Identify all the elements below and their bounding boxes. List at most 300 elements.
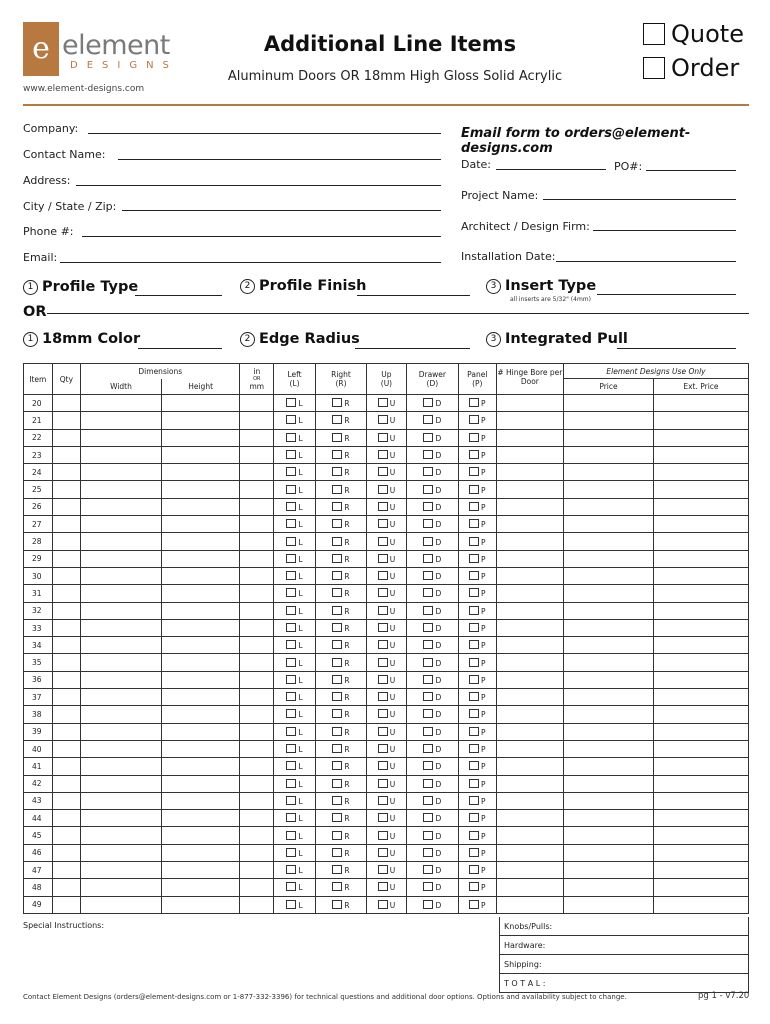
qty-cell[interactable] bbox=[52, 395, 81, 412]
drawer-cell[interactable]: D bbox=[406, 896, 458, 913]
panel-cell[interactable]: P bbox=[458, 896, 496, 913]
option-checkbox[interactable] bbox=[378, 502, 388, 511]
width-cell[interactable] bbox=[81, 758, 162, 775]
height-cell[interactable] bbox=[161, 602, 240, 619]
date-field[interactable] bbox=[496, 169, 606, 170]
option-checkbox[interactable] bbox=[469, 588, 479, 597]
option-checkbox[interactable] bbox=[469, 709, 479, 718]
option-checkbox[interactable] bbox=[332, 865, 342, 874]
drawer-cell[interactable]: D bbox=[406, 429, 458, 446]
height-cell[interactable] bbox=[161, 654, 240, 671]
option-checkbox[interactable] bbox=[286, 675, 296, 684]
height-cell[interactable] bbox=[161, 498, 240, 515]
hinge-cell[interactable] bbox=[496, 740, 563, 757]
drawer-cell[interactable]: D bbox=[406, 550, 458, 567]
drawer-cell[interactable]: D bbox=[406, 464, 458, 481]
width-cell[interactable] bbox=[81, 585, 162, 602]
integrated-pull-field[interactable] bbox=[617, 348, 736, 349]
option-checkbox[interactable] bbox=[332, 571, 342, 580]
option-checkbox[interactable] bbox=[332, 502, 342, 511]
left-cell[interactable]: L bbox=[274, 429, 316, 446]
right-cell[interactable]: R bbox=[315, 481, 366, 498]
right-cell[interactable]: R bbox=[315, 792, 366, 809]
unit-cell[interactable] bbox=[240, 689, 274, 706]
unit-cell[interactable] bbox=[240, 395, 274, 412]
width-cell[interactable] bbox=[81, 481, 162, 498]
option-checkbox[interactable] bbox=[469, 623, 479, 632]
panel-cell[interactable]: P bbox=[458, 775, 496, 792]
option-checkbox[interactable] bbox=[423, 675, 433, 684]
up-cell[interactable]: U bbox=[367, 395, 407, 412]
height-cell[interactable] bbox=[161, 585, 240, 602]
hinge-cell[interactable] bbox=[496, 533, 563, 550]
right-cell[interactable]: R bbox=[315, 827, 366, 844]
height-cell[interactable] bbox=[161, 706, 240, 723]
qty-cell[interactable] bbox=[52, 844, 81, 861]
drawer-cell[interactable]: D bbox=[406, 637, 458, 654]
panel-cell[interactable]: P bbox=[458, 844, 496, 861]
panel-cell[interactable]: P bbox=[458, 792, 496, 809]
right-cell[interactable]: R bbox=[315, 671, 366, 688]
unit-cell[interactable] bbox=[240, 879, 274, 896]
panel-cell[interactable]: P bbox=[458, 689, 496, 706]
option-checkbox[interactable] bbox=[469, 398, 479, 407]
unit-cell[interactable] bbox=[240, 533, 274, 550]
up-cell[interactable]: U bbox=[367, 516, 407, 533]
architect-field[interactable] bbox=[593, 230, 736, 231]
width-cell[interactable] bbox=[81, 567, 162, 584]
up-cell[interactable]: U bbox=[367, 862, 407, 879]
option-checkbox[interactable] bbox=[423, 502, 433, 511]
qty-cell[interactable] bbox=[52, 464, 81, 481]
option-checkbox[interactable] bbox=[469, 450, 479, 459]
qty-cell[interactable] bbox=[52, 827, 81, 844]
option-checkbox[interactable] bbox=[423, 640, 433, 649]
option-checkbox[interactable] bbox=[423, 658, 433, 667]
option-checkbox[interactable] bbox=[332, 831, 342, 840]
option-checkbox[interactable] bbox=[423, 900, 433, 909]
option-checkbox[interactable] bbox=[423, 537, 433, 546]
hinge-cell[interactable] bbox=[496, 585, 563, 602]
option-checkbox[interactable] bbox=[423, 882, 433, 891]
left-cell[interactable]: L bbox=[274, 896, 316, 913]
height-cell[interactable] bbox=[161, 412, 240, 429]
option-checkbox[interactable] bbox=[378, 519, 388, 528]
drawer-cell[interactable]: D bbox=[406, 792, 458, 809]
up-cell[interactable]: U bbox=[367, 637, 407, 654]
up-cell[interactable]: U bbox=[367, 879, 407, 896]
unit-cell[interactable] bbox=[240, 550, 274, 567]
width-cell[interactable] bbox=[81, 862, 162, 879]
unit-cell[interactable] bbox=[240, 792, 274, 809]
option-checkbox[interactable] bbox=[378, 450, 388, 459]
option-checkbox[interactable] bbox=[378, 831, 388, 840]
up-cell[interactable]: U bbox=[367, 792, 407, 809]
unit-cell[interactable] bbox=[240, 498, 274, 515]
left-cell[interactable]: L bbox=[274, 498, 316, 515]
qty-cell[interactable] bbox=[52, 740, 81, 757]
option-checkbox[interactable] bbox=[423, 571, 433, 580]
option-checkbox[interactable] bbox=[332, 640, 342, 649]
width-cell[interactable] bbox=[81, 879, 162, 896]
qty-cell[interactable] bbox=[52, 533, 81, 550]
height-cell[interactable] bbox=[161, 689, 240, 706]
width-cell[interactable] bbox=[81, 723, 162, 740]
drawer-cell[interactable]: D bbox=[406, 619, 458, 636]
option-checkbox[interactable] bbox=[286, 519, 296, 528]
hinge-cell[interactable] bbox=[496, 654, 563, 671]
panel-cell[interactable]: P bbox=[458, 740, 496, 757]
option-checkbox[interactable] bbox=[286, 415, 296, 424]
panel-cell[interactable]: P bbox=[458, 550, 496, 567]
up-cell[interactable]: U bbox=[367, 758, 407, 775]
left-cell[interactable]: L bbox=[274, 585, 316, 602]
option-checkbox[interactable] bbox=[332, 415, 342, 424]
option-checkbox[interactable] bbox=[332, 485, 342, 494]
option-checkbox[interactable] bbox=[423, 744, 433, 753]
option-checkbox[interactable] bbox=[423, 865, 433, 874]
option-checkbox[interactable] bbox=[469, 848, 479, 857]
hinge-cell[interactable] bbox=[496, 446, 563, 463]
edge-radius-field[interactable] bbox=[355, 348, 470, 349]
left-cell[interactable]: L bbox=[274, 792, 316, 809]
qty-cell[interactable] bbox=[52, 862, 81, 879]
hardware-row[interactable]: Hardware: bbox=[499, 936, 749, 955]
po-field[interactable] bbox=[646, 170, 736, 171]
hinge-cell[interactable] bbox=[496, 879, 563, 896]
right-cell[interactable]: R bbox=[315, 516, 366, 533]
left-cell[interactable]: L bbox=[274, 395, 316, 412]
option-checkbox[interactable] bbox=[286, 502, 296, 511]
option-checkbox[interactable] bbox=[378, 554, 388, 563]
height-cell[interactable] bbox=[161, 740, 240, 757]
width-cell[interactable] bbox=[81, 810, 162, 827]
company-field[interactable] bbox=[88, 133, 441, 134]
height-cell[interactable] bbox=[161, 844, 240, 861]
option-checkbox[interactable] bbox=[286, 658, 296, 667]
left-cell[interactable]: L bbox=[274, 516, 316, 533]
drawer-cell[interactable]: D bbox=[406, 723, 458, 740]
hinge-cell[interactable] bbox=[496, 429, 563, 446]
height-cell[interactable] bbox=[161, 637, 240, 654]
option-checkbox[interactable] bbox=[469, 744, 479, 753]
profile-type-field[interactable] bbox=[135, 295, 222, 296]
qty-cell[interactable] bbox=[52, 602, 81, 619]
panel-cell[interactable]: P bbox=[458, 602, 496, 619]
height-cell[interactable] bbox=[161, 446, 240, 463]
width-cell[interactable] bbox=[81, 498, 162, 515]
option-checkbox[interactable] bbox=[469, 900, 479, 909]
height-cell[interactable] bbox=[161, 464, 240, 481]
option-checkbox[interactable] bbox=[378, 813, 388, 822]
qty-cell[interactable] bbox=[52, 619, 81, 636]
qty-cell[interactable] bbox=[52, 481, 81, 498]
left-cell[interactable]: L bbox=[274, 758, 316, 775]
option-checkbox[interactable] bbox=[469, 606, 479, 615]
unit-cell[interactable] bbox=[240, 827, 274, 844]
option-checkbox[interactable] bbox=[286, 606, 296, 615]
panel-cell[interactable]: P bbox=[458, 516, 496, 533]
panel-cell[interactable]: P bbox=[458, 671, 496, 688]
option-checkbox[interactable] bbox=[469, 658, 479, 667]
unit-cell[interactable] bbox=[240, 429, 274, 446]
right-cell[interactable]: R bbox=[315, 654, 366, 671]
unit-cell[interactable] bbox=[240, 516, 274, 533]
unit-cell[interactable] bbox=[240, 706, 274, 723]
option-checkbox[interactable] bbox=[423, 848, 433, 857]
left-cell[interactable]: L bbox=[274, 723, 316, 740]
right-cell[interactable]: R bbox=[315, 775, 366, 792]
left-cell[interactable]: L bbox=[274, 533, 316, 550]
qty-cell[interactable] bbox=[52, 637, 81, 654]
insert-type-field[interactable] bbox=[597, 294, 736, 295]
option-checkbox[interactable] bbox=[286, 727, 296, 736]
width-cell[interactable] bbox=[81, 619, 162, 636]
height-cell[interactable] bbox=[161, 671, 240, 688]
option-checkbox[interactable] bbox=[286, 537, 296, 546]
height-cell[interactable] bbox=[161, 533, 240, 550]
option-checkbox[interactable] bbox=[423, 796, 433, 805]
qty-cell[interactable] bbox=[52, 429, 81, 446]
left-cell[interactable]: L bbox=[274, 862, 316, 879]
hinge-cell[interactable] bbox=[496, 637, 563, 654]
unit-cell[interactable] bbox=[240, 619, 274, 636]
hinge-cell[interactable] bbox=[496, 689, 563, 706]
panel-cell[interactable]: P bbox=[458, 481, 496, 498]
option-checkbox[interactable] bbox=[286, 865, 296, 874]
option-checkbox[interactable] bbox=[378, 606, 388, 615]
option-checkbox[interactable] bbox=[378, 865, 388, 874]
installation-field[interactable] bbox=[556, 261, 736, 262]
option-checkbox[interactable] bbox=[469, 554, 479, 563]
up-cell[interactable]: U bbox=[367, 602, 407, 619]
height-cell[interactable] bbox=[161, 775, 240, 792]
shipping-row[interactable]: Shipping: bbox=[499, 955, 749, 974]
hinge-cell[interactable] bbox=[496, 723, 563, 740]
right-cell[interactable]: R bbox=[315, 412, 366, 429]
option-checkbox[interactable] bbox=[423, 433, 433, 442]
right-cell[interactable]: R bbox=[315, 550, 366, 567]
option-checkbox[interactable] bbox=[469, 485, 479, 494]
option-checkbox[interactable] bbox=[469, 831, 479, 840]
option-checkbox[interactable] bbox=[286, 744, 296, 753]
width-cell[interactable] bbox=[81, 671, 162, 688]
left-cell[interactable]: L bbox=[274, 827, 316, 844]
option-checkbox[interactable] bbox=[423, 831, 433, 840]
up-cell[interactable]: U bbox=[367, 844, 407, 861]
right-cell[interactable]: R bbox=[315, 879, 366, 896]
hinge-cell[interactable] bbox=[496, 498, 563, 515]
unit-cell[interactable] bbox=[240, 446, 274, 463]
option-checkbox[interactable] bbox=[286, 900, 296, 909]
drawer-cell[interactable]: D bbox=[406, 516, 458, 533]
unit-cell[interactable] bbox=[240, 758, 274, 775]
width-cell[interactable] bbox=[81, 775, 162, 792]
option-checkbox[interactable] bbox=[378, 537, 388, 546]
unit-cell[interactable] bbox=[240, 637, 274, 654]
option-checkbox[interactable] bbox=[332, 692, 342, 701]
panel-cell[interactable]: P bbox=[458, 827, 496, 844]
option-checkbox[interactable] bbox=[332, 623, 342, 632]
qty-cell[interactable] bbox=[52, 412, 81, 429]
qty-cell[interactable] bbox=[52, 810, 81, 827]
qty-cell[interactable] bbox=[52, 879, 81, 896]
height-cell[interactable] bbox=[161, 481, 240, 498]
left-cell[interactable]: L bbox=[274, 879, 316, 896]
left-cell[interactable]: L bbox=[274, 602, 316, 619]
option-checkbox[interactable] bbox=[332, 709, 342, 718]
panel-cell[interactable]: P bbox=[458, 498, 496, 515]
panel-cell[interactable]: P bbox=[458, 567, 496, 584]
unit-cell[interactable] bbox=[240, 671, 274, 688]
qty-cell[interactable] bbox=[52, 671, 81, 688]
up-cell[interactable]: U bbox=[367, 689, 407, 706]
option-checkbox[interactable] bbox=[423, 415, 433, 424]
option-checkbox[interactable] bbox=[332, 900, 342, 909]
project-field[interactable] bbox=[543, 199, 736, 200]
panel-cell[interactable]: P bbox=[458, 446, 496, 463]
option-checkbox[interactable] bbox=[286, 433, 296, 442]
unit-cell[interactable] bbox=[240, 585, 274, 602]
option-checkbox[interactable] bbox=[286, 813, 296, 822]
unit-cell[interactable] bbox=[240, 481, 274, 498]
up-cell[interactable]: U bbox=[367, 567, 407, 584]
option-checkbox[interactable] bbox=[332, 882, 342, 891]
option-checkbox[interactable] bbox=[378, 675, 388, 684]
unit-cell[interactable] bbox=[240, 740, 274, 757]
qty-cell[interactable] bbox=[52, 723, 81, 740]
up-cell[interactable]: U bbox=[367, 775, 407, 792]
up-cell[interactable]: U bbox=[367, 446, 407, 463]
unit-cell[interactable] bbox=[240, 412, 274, 429]
color-field[interactable] bbox=[138, 348, 222, 349]
profile-finish-field[interactable] bbox=[357, 295, 470, 296]
option-checkbox[interactable] bbox=[378, 415, 388, 424]
option-checkbox[interactable] bbox=[286, 485, 296, 494]
unit-cell[interactable] bbox=[240, 567, 274, 584]
option-checkbox[interactable] bbox=[469, 640, 479, 649]
option-checkbox[interactable] bbox=[286, 571, 296, 580]
option-checkbox[interactable] bbox=[378, 640, 388, 649]
width-cell[interactable] bbox=[81, 637, 162, 654]
width-cell[interactable] bbox=[81, 740, 162, 757]
drawer-cell[interactable]: D bbox=[406, 689, 458, 706]
height-cell[interactable] bbox=[161, 516, 240, 533]
up-cell[interactable]: U bbox=[367, 498, 407, 515]
order-checkbox[interactable] bbox=[643, 57, 665, 79]
option-checkbox[interactable] bbox=[332, 433, 342, 442]
option-checkbox[interactable] bbox=[332, 779, 342, 788]
panel-cell[interactable]: P bbox=[458, 533, 496, 550]
drawer-cell[interactable]: D bbox=[406, 446, 458, 463]
option-checkbox[interactable] bbox=[286, 450, 296, 459]
up-cell[interactable]: U bbox=[367, 464, 407, 481]
height-cell[interactable] bbox=[161, 723, 240, 740]
panel-cell[interactable]: P bbox=[458, 879, 496, 896]
option-checkbox[interactable] bbox=[286, 882, 296, 891]
right-cell[interactable]: R bbox=[315, 810, 366, 827]
up-cell[interactable]: U bbox=[367, 533, 407, 550]
option-checkbox[interactable] bbox=[286, 796, 296, 805]
option-checkbox[interactable] bbox=[378, 571, 388, 580]
unit-cell[interactable] bbox=[240, 896, 274, 913]
unit-cell[interactable] bbox=[240, 602, 274, 619]
width-cell[interactable] bbox=[81, 896, 162, 913]
panel-cell[interactable]: P bbox=[458, 637, 496, 654]
qty-cell[interactable] bbox=[52, 446, 81, 463]
width-cell[interactable] bbox=[81, 602, 162, 619]
option-checkbox[interactable] bbox=[423, 606, 433, 615]
option-checkbox[interactable] bbox=[423, 727, 433, 736]
email-field[interactable] bbox=[60, 262, 441, 263]
drawer-cell[interactable]: D bbox=[406, 706, 458, 723]
left-cell[interactable]: L bbox=[274, 740, 316, 757]
hinge-cell[interactable] bbox=[496, 827, 563, 844]
option-checkbox[interactable] bbox=[332, 658, 342, 667]
option-checkbox[interactable] bbox=[469, 537, 479, 546]
hinge-cell[interactable] bbox=[496, 567, 563, 584]
drawer-cell[interactable]: D bbox=[406, 810, 458, 827]
option-checkbox[interactable] bbox=[378, 882, 388, 891]
right-cell[interactable]: R bbox=[315, 619, 366, 636]
height-cell[interactable] bbox=[161, 550, 240, 567]
panel-cell[interactable]: P bbox=[458, 585, 496, 602]
phone-field[interactable] bbox=[82, 236, 441, 237]
qty-cell[interactable] bbox=[52, 775, 81, 792]
drawer-cell[interactable]: D bbox=[406, 481, 458, 498]
left-cell[interactable]: L bbox=[274, 619, 316, 636]
left-cell[interactable]: L bbox=[274, 481, 316, 498]
left-cell[interactable]: L bbox=[274, 775, 316, 792]
height-cell[interactable] bbox=[161, 827, 240, 844]
height-cell[interactable] bbox=[161, 619, 240, 636]
option-checkbox[interactable] bbox=[423, 623, 433, 632]
panel-cell[interactable]: P bbox=[458, 723, 496, 740]
option-checkbox[interactable] bbox=[286, 779, 296, 788]
up-cell[interactable]: U bbox=[367, 429, 407, 446]
option-checkbox[interactable] bbox=[423, 398, 433, 407]
option-checkbox[interactable] bbox=[332, 588, 342, 597]
option-checkbox[interactable] bbox=[286, 640, 296, 649]
option-checkbox[interactable] bbox=[423, 450, 433, 459]
drawer-cell[interactable]: D bbox=[406, 412, 458, 429]
unit-cell[interactable] bbox=[240, 775, 274, 792]
drawer-cell[interactable]: D bbox=[406, 533, 458, 550]
city-field[interactable] bbox=[122, 210, 441, 211]
hinge-cell[interactable] bbox=[496, 844, 563, 861]
drawer-cell[interactable]: D bbox=[406, 740, 458, 757]
option-checkbox[interactable] bbox=[332, 813, 342, 822]
left-cell[interactable]: L bbox=[274, 412, 316, 429]
option-checkbox[interactable] bbox=[469, 467, 479, 476]
left-cell[interactable]: L bbox=[274, 706, 316, 723]
height-cell[interactable] bbox=[161, 810, 240, 827]
qty-cell[interactable] bbox=[52, 498, 81, 515]
quote-option[interactable] bbox=[643, 21, 744, 47]
right-cell[interactable]: R bbox=[315, 585, 366, 602]
option-checkbox[interactable] bbox=[423, 554, 433, 563]
option-checkbox[interactable] bbox=[378, 900, 388, 909]
drawer-cell[interactable]: D bbox=[406, 567, 458, 584]
option-checkbox[interactable] bbox=[332, 727, 342, 736]
address-field[interactable] bbox=[76, 185, 441, 186]
drawer-cell[interactable]: D bbox=[406, 775, 458, 792]
up-cell[interactable]: U bbox=[367, 896, 407, 913]
unit-cell[interactable] bbox=[240, 654, 274, 671]
unit-cell[interactable] bbox=[240, 862, 274, 879]
drawer-cell[interactable]: D bbox=[406, 879, 458, 896]
option-checkbox[interactable] bbox=[423, 761, 433, 770]
